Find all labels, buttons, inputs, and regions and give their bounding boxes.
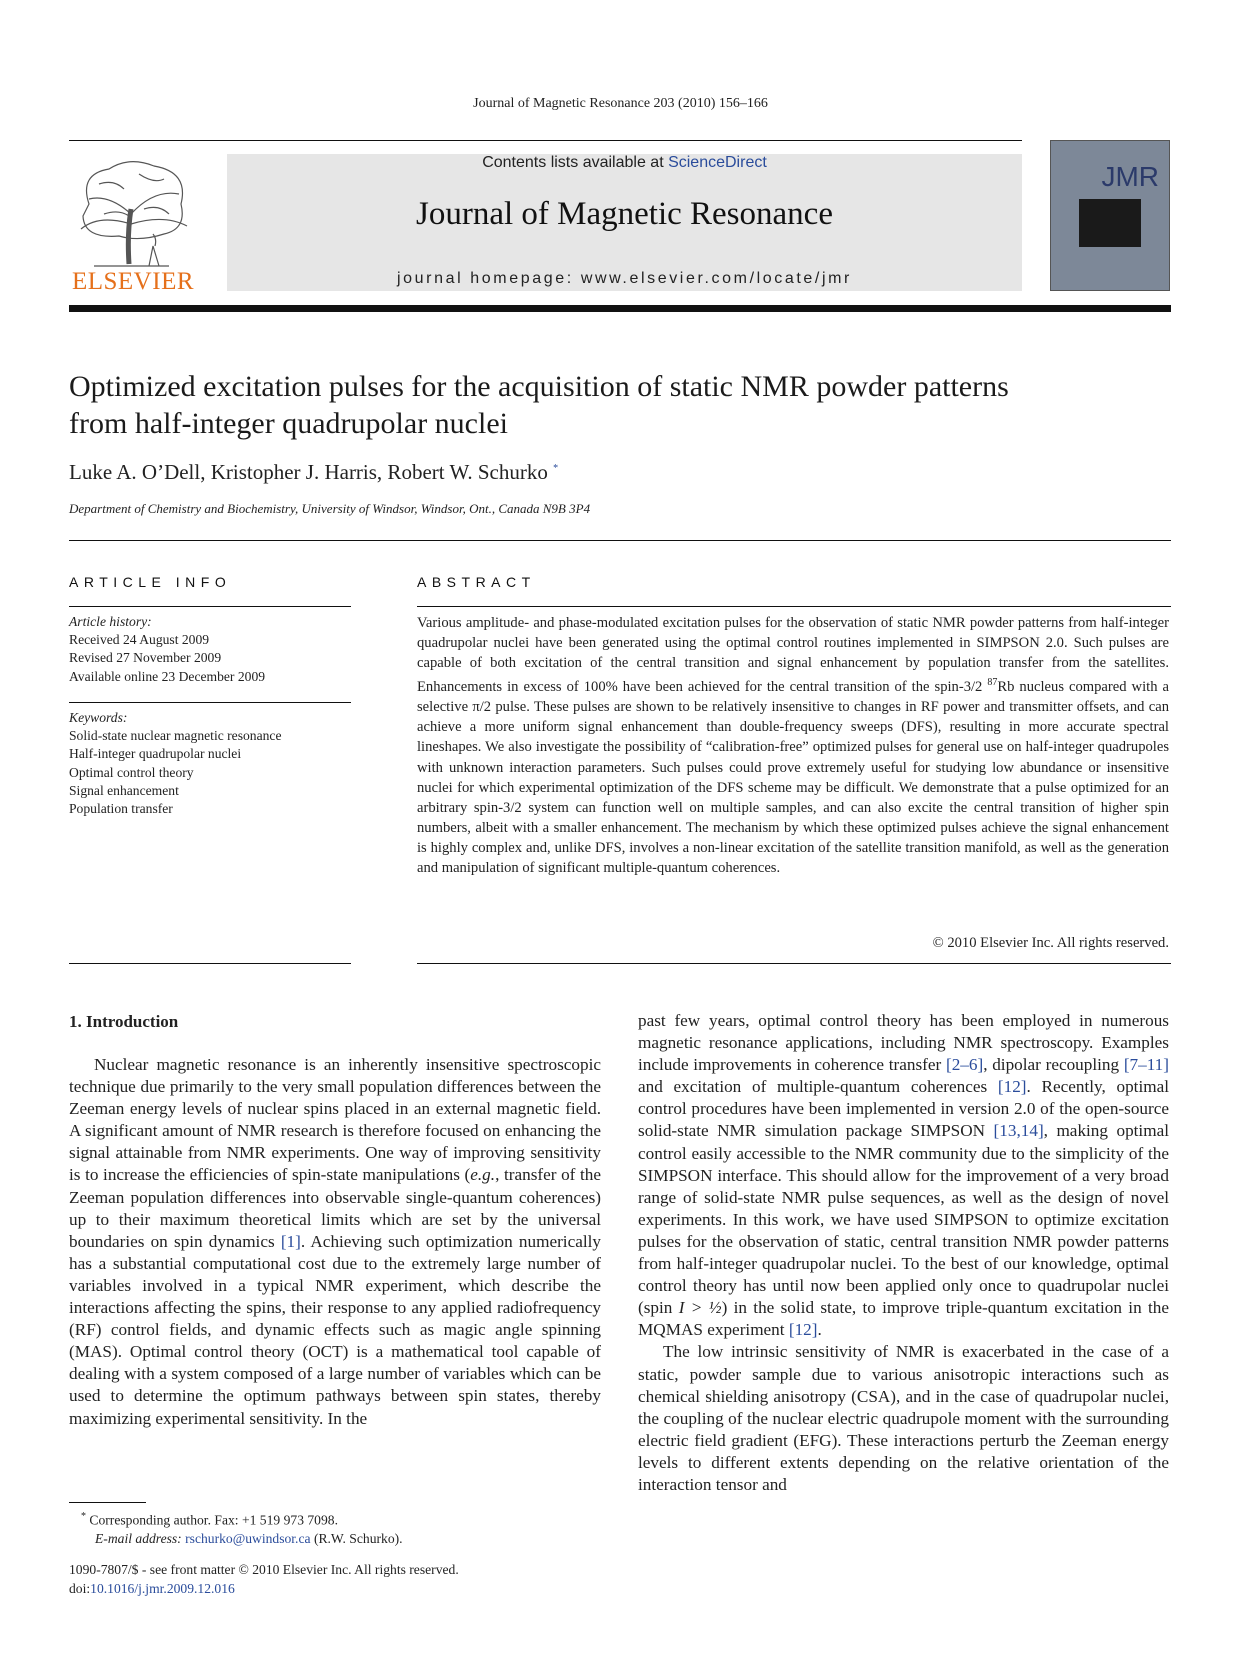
doi-link[interactable]: 10.1016/j.jmr.2009.12.016	[90, 1580, 235, 1596]
article-info-heading: ARTICLE INFO	[69, 574, 232, 590]
info-bottom-rule	[69, 963, 351, 964]
contents-prefix: Contents lists available at	[482, 154, 669, 171]
intro-text: ) in the solid state, to improve triple-quantum excitation in the MQMAS experiment	[638, 1298, 1169, 1340]
header-top-rule	[69, 140, 1022, 141]
footnote-rule	[69, 1502, 146, 1503]
intro-right-paragraph-1	[638, 1010, 1169, 1341]
info-rule-1	[69, 606, 351, 607]
journal-homepage[interactable]: journal homepage: www.elsevier.com/locate/jmr	[397, 270, 852, 287]
keywords-label: Keywords:	[69, 710, 128, 725]
abstract-part-b: Rb nucleus compared with a selective π/2 pulse. These pulses are shown to be relatively insensitive to changes in RF power and transmitter offsets, and can achieve a more uniform signal enhancement than double-frequency sweeps (DFS), resulting in more accurate spectral lineshapes. We also investigate the possibility of “calibration-free” optimized pulses for general use on half-integer quadrupoles with unknown interaction parameters. Such pulses could prove extremely useful for studying low abundance or insensitive nuclei for which experimental optimization of the DFS scheme may be difficult. We demonstrate that a pulse optimized for an arbitrary spin-3/2 system can function well on multiple samples, and can also excite the central transition of higher spin numbers, albeit with a smaller enhancement. The mechanism by which these optimized pulses achieve the signal enhancement is highly complex and, unlike DFS, involves a non-linear excitation of the satellite transition manifold, as well as the generation and manipulation of significant multiple-quantum coherences.	[417, 679, 1169, 876]
intro-text: , making optimal control easily accessible to the NMR community due to the simplicity of the SIMPSON interface. This should allow for the improvement of a very broad range of solid-state NMR pulse sequences, as well as the design of novel experiments. In this work, we have used SIMPSON to optimize excitation pulses for the observation of static, central transition NMR powder patterns from half-integer quadrupolar nuclei. To the best of our knowledge, optimal control theory has until now been applied only once to quadrupolar nuclei (spin	[638, 1121, 1169, 1318]
intro-italic: e.g.	[470, 1165, 496, 1185]
keyword-item: Optimal control theory	[69, 764, 194, 780]
publisher-name: ELSEVIER	[71, 268, 195, 295]
email-suffix: (R.W. Schurko).	[313, 1531, 403, 1547]
corresponding-author-mark[interactable]: *	[553, 463, 559, 474]
abstract-bottom-rule	[417, 963, 1171, 964]
abstract-copyright: © 2010 Elsevier Inc. All rights reserved.	[932, 935, 1169, 951]
revised-date: Revised 27 November 2009	[69, 650, 222, 666]
running-head: Journal of Magnetic Resonance 203 (2010) 156–166	[473, 96, 768, 111]
email-link[interactable]: rschurko@uwindsor.ca	[185, 1531, 311, 1547]
cover-figure	[1079, 199, 1141, 247]
abstract-part-a: Various amplitude- and phase-modulated excitation pulses for the observation of static NMR powder patterns from half-integer quadrupolar nuclei have been generated using the optimal control routines implemented in SIMPSON 2.0. Such pulses are capable of both excitation of the central transition and signal enhancement by population transfer from the satellites. Enhancements in excess of 100% have been achieved for the central transition of the spin-3/2	[417, 615, 1169, 696]
footnote-text: Corresponding author. Fax: +1 519 973 7098.	[89, 1512, 338, 1528]
keyword-item: Population transfer	[69, 801, 173, 817]
article-history	[69, 613, 349, 686]
corresponding-author-footnote	[69, 1508, 601, 1549]
journal-name: Journal of Magnetic Resonance	[416, 196, 833, 232]
citation-link[interactable]: [1]	[280, 1231, 301, 1251]
cover-title: JMR	[1101, 161, 1159, 192]
abstract-text	[417, 613, 1169, 878]
intro-text: , dipolar recoupling	[983, 1055, 1124, 1075]
citation-link[interactable]: [2–6]	[945, 1055, 984, 1075]
isotope-mass: 87	[987, 677, 998, 689]
intro-text: Nuclear magnetic resonance is an inherently insensitive spectroscopic technique due primarily to the very small population differences between the Zeeman energy levels of nuclear spins placed in an external magnetic field. A significant amount of NMR research is therefore focused on enhancing the signal attainable from NMR experiments. One way of improving sensitivity is to increase the efficiencies of spin-state manipulations (	[69, 1055, 601, 1185]
intro-text: past few years, optimal control theory has been employed in numerous magnetic resonance applications, including NMR spectroscopy. Examples include improvements in coherence transfer	[638, 1011, 1169, 1075]
doi-prefix: doi:	[69, 1580, 91, 1596]
article-title	[69, 368, 1169, 442]
intro-text: , transfer of the Zeeman population differences into observable single-quantum coherences) up to their maximum theoretical limits which are set by the universal boundaries on spin dynamics	[69, 1165, 602, 1251]
header-thick-rule	[69, 305, 1171, 312]
info-rule-2	[69, 702, 351, 703]
online-date: Available online 23 December 2009	[69, 668, 266, 684]
keyword-item: Solid-state nuclear magnetic resonance	[69, 728, 282, 744]
citation-link[interactable]: [7–11]	[1123, 1055, 1169, 1075]
intro-left-column	[69, 1054, 601, 1430]
citation-link[interactable]: [12]	[997, 1077, 1027, 1097]
affiliation: Department of Chemistry and Biochemistry, University of Windsor, Windsor, Ont., Canada N9B 3P4	[69, 501, 591, 516]
title-bottom-rule	[69, 540, 1171, 541]
intro-text: . Achieving such optimization numerically has a substantial computational cost due to the extremely large number of variables involved in a typical NMR experiment, which describe the interactions affecting the spins, their response to any applied radiofrequency (RF) control fields, and dynamic effects such as magic angle spinning (MAS). Optimal control theory (OCT) is a mathematical tool capable of dealing with a system composed of a large number of variables which can be used to determine the optimum pathways between spin states, thereby maximizing experimental sensitivity. In the	[69, 1231, 601, 1428]
section-heading-introduction: 1. Introduction	[69, 1012, 179, 1031]
intro-right-paragraph-2: The low intrinsic sensitivity of NMR is exacerbated in the case of a static, powder sample due to various anisotropic interactions such as chemical shielding anisotropy (CSA), and in the case of quadrupolar nuclei, the coupling of the nuclear electric quadrupole moment with the surrounding electric field gradient (EFG). These interactions perturb the Zeeman energy levels to different extents depending on the relative orientation of the interaction tensor and	[638, 1342, 1169, 1494]
citation-link[interactable]: [12]	[788, 1320, 818, 1340]
intro-text: and excitation of multiple-quantum coherences	[638, 1077, 998, 1097]
citation-link[interactable]: [13,14]	[993, 1121, 1044, 1141]
intro-text: .	[817, 1320, 822, 1340]
intro-text: . Recently, optimal control procedures have been implemented in version 2.0 of the open-source solid-state NMR simulation package SIMPSON	[638, 1077, 1169, 1141]
intro-right-column	[638, 1010, 1169, 1496]
author-list	[69, 460, 558, 485]
contents-line	[227, 154, 1022, 172]
received-date: Received 24 August 2009	[69, 632, 210, 648]
keywords-block	[69, 709, 349, 818]
sciencedirect-link[interactable]: ScienceDirect	[668, 154, 767, 171]
title-line-2: from half-integer quadrupolar nuclei	[69, 407, 508, 440]
keyword-item: Half-integer quadrupolar nuclei	[69, 746, 242, 762]
abstract-top-rule	[417, 606, 1171, 607]
footnote-mark: *	[81, 1511, 86, 1522]
title-line-1: Optimized excitation pulses for the acquisition of static NMR powder patterns	[69, 370, 1009, 403]
history-label: Article history:	[69, 614, 152, 629]
front-matter	[69, 1561, 601, 1598]
keyword-item: Signal enhancement	[69, 782, 179, 798]
journal-cover-image	[1050, 140, 1170, 291]
issn-line: 1090-7807/$ - see front matter © 2010 Elsevier Inc. All rights reserved.	[69, 1562, 459, 1577]
intro-italic: I > ½	[678, 1298, 722, 1318]
abstract-heading: ABSTRACT	[417, 574, 536, 590]
authors-text: Luke A. O’Dell, Kristopher J. Harris, Robert W. Schurko	[69, 460, 548, 484]
email-label: E-mail address:	[95, 1531, 182, 1547]
